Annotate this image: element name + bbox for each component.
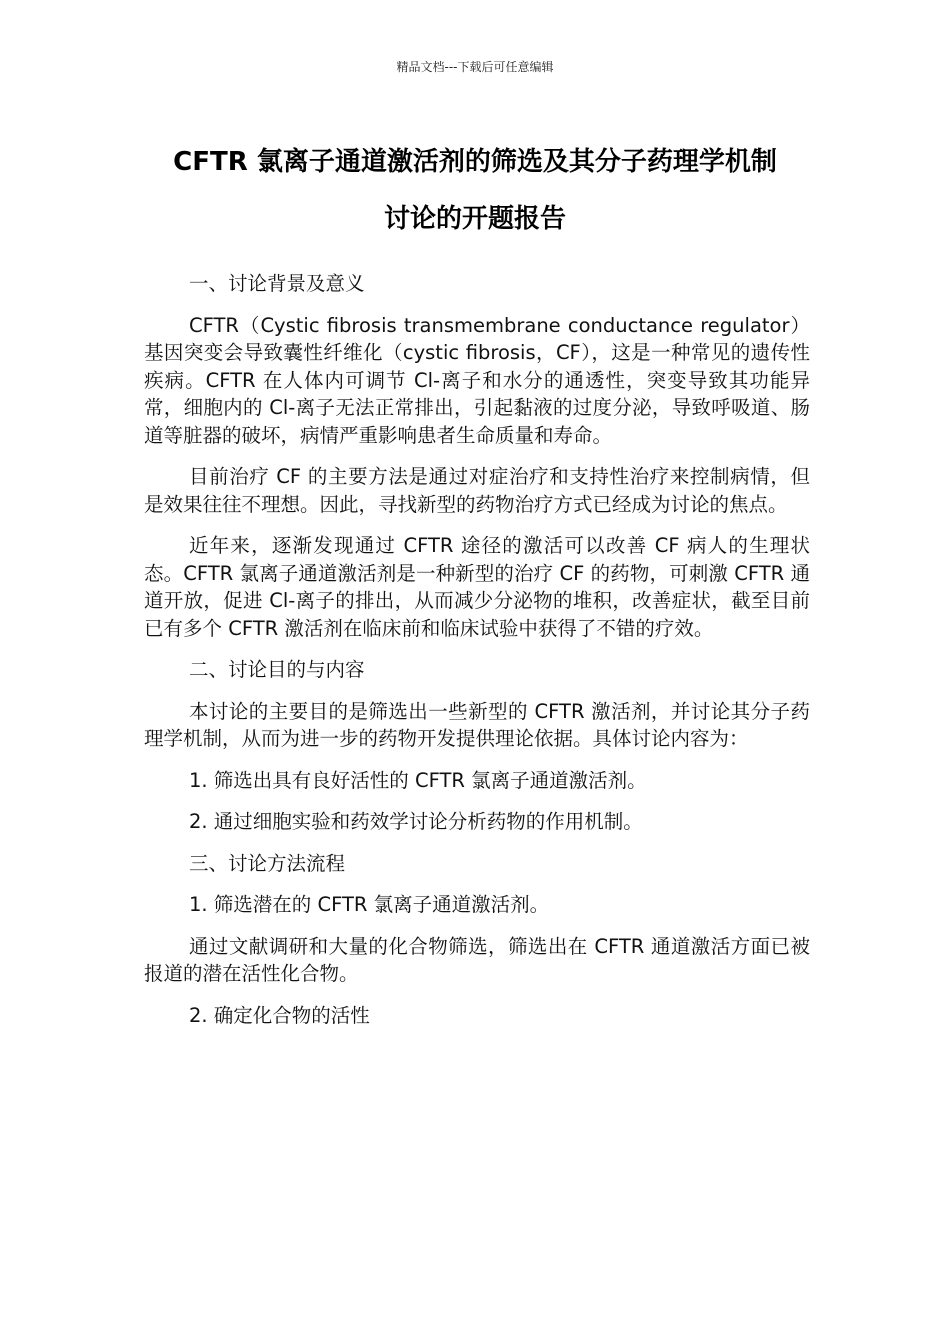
title-line-1: CFTR 氯离子通道激活剂的筛选及其分子药理学机制 — [173, 147, 777, 177]
objective-item-1: 1. 筛选出具有良好活性的 CFTR 氯离子通道激活剂。 — [189, 768, 647, 792]
paragraph-objectives: 本讨论的主要目的是筛选出一些新型的 CFTR 激活剂，并讨论其分子药理学机制，从而为进一步的药物开发提供理论依据。具体讨论内容为： — [144, 699, 810, 750]
paragraph-screening: 通过文献调研和大量的化合物筛选，筛选出在 CFTR 通道激活方面已被报道的潜在活性化合物。 — [144, 934, 810, 985]
section-heading-objectives: 二、讨论目的与内容 — [189, 658, 365, 681]
objective-item-2: 2. 通过细胞实验和药效学讨论分析药物的作用机制。 — [189, 810, 643, 833]
title-line-2: 讨论的开题报告 — [383, 204, 566, 234]
document-title — [120, 134, 830, 248]
paragraph-cftr-intro: CFTR（Cystic fibrosis transmembrane conductance regulator）基因突变会导致囊性纤维化（cystic fibrosis，CF），这是一种常见的遗传性疾病。CFTR 在人体内可调节 Cl-离子和水分的通透性，突变导致其功能异常，细胞内的 Cl-离子无法正常排出，引起黏液的过度分泌，导致呼吸道、肠道等脏器的破坏，病情严重影响患者生命质量和寿命。 — [144, 313, 810, 447]
header-note: 精品文档---下载后可任意编辑 — [396, 60, 554, 74]
method-item-2: 2. 确定化合物的活性 — [189, 1003, 370, 1027]
section-heading-methods: 三、讨论方法流程 — [189, 851, 346, 875]
document-body — [144, 270, 810, 1043]
section-heading-background: 一、讨论背景及意义 — [189, 272, 365, 295]
method-item-1: 1. 筛选潜在的 CFTR 氯离子通道激活剂。 — [189, 893, 550, 916]
paragraph-current-treatment: 目前治疗 CF 的主要方法是通过对症治疗和支持性治疗来控制病情，但是效果往往不理想。因此，寻找新型的药物治疗方式已经成为讨论的焦点。 — [144, 465, 810, 516]
paragraph-recent-findings: 近年来，逐渐发现通过 CFTR 途径的激活可以改善 CF 病人的生理状态。CFTR 氯离子通道激活剂是一种新型的治疗 CF 的药物，可刺激 CFTR 通道开放，促进 Cl-离子的排出，从而减少分泌物的堆积，改善症状，截至目前已有多个 CFTR 激活剂在临床前和临床试验中获得了不错的疗效。 — [144, 534, 810, 640]
